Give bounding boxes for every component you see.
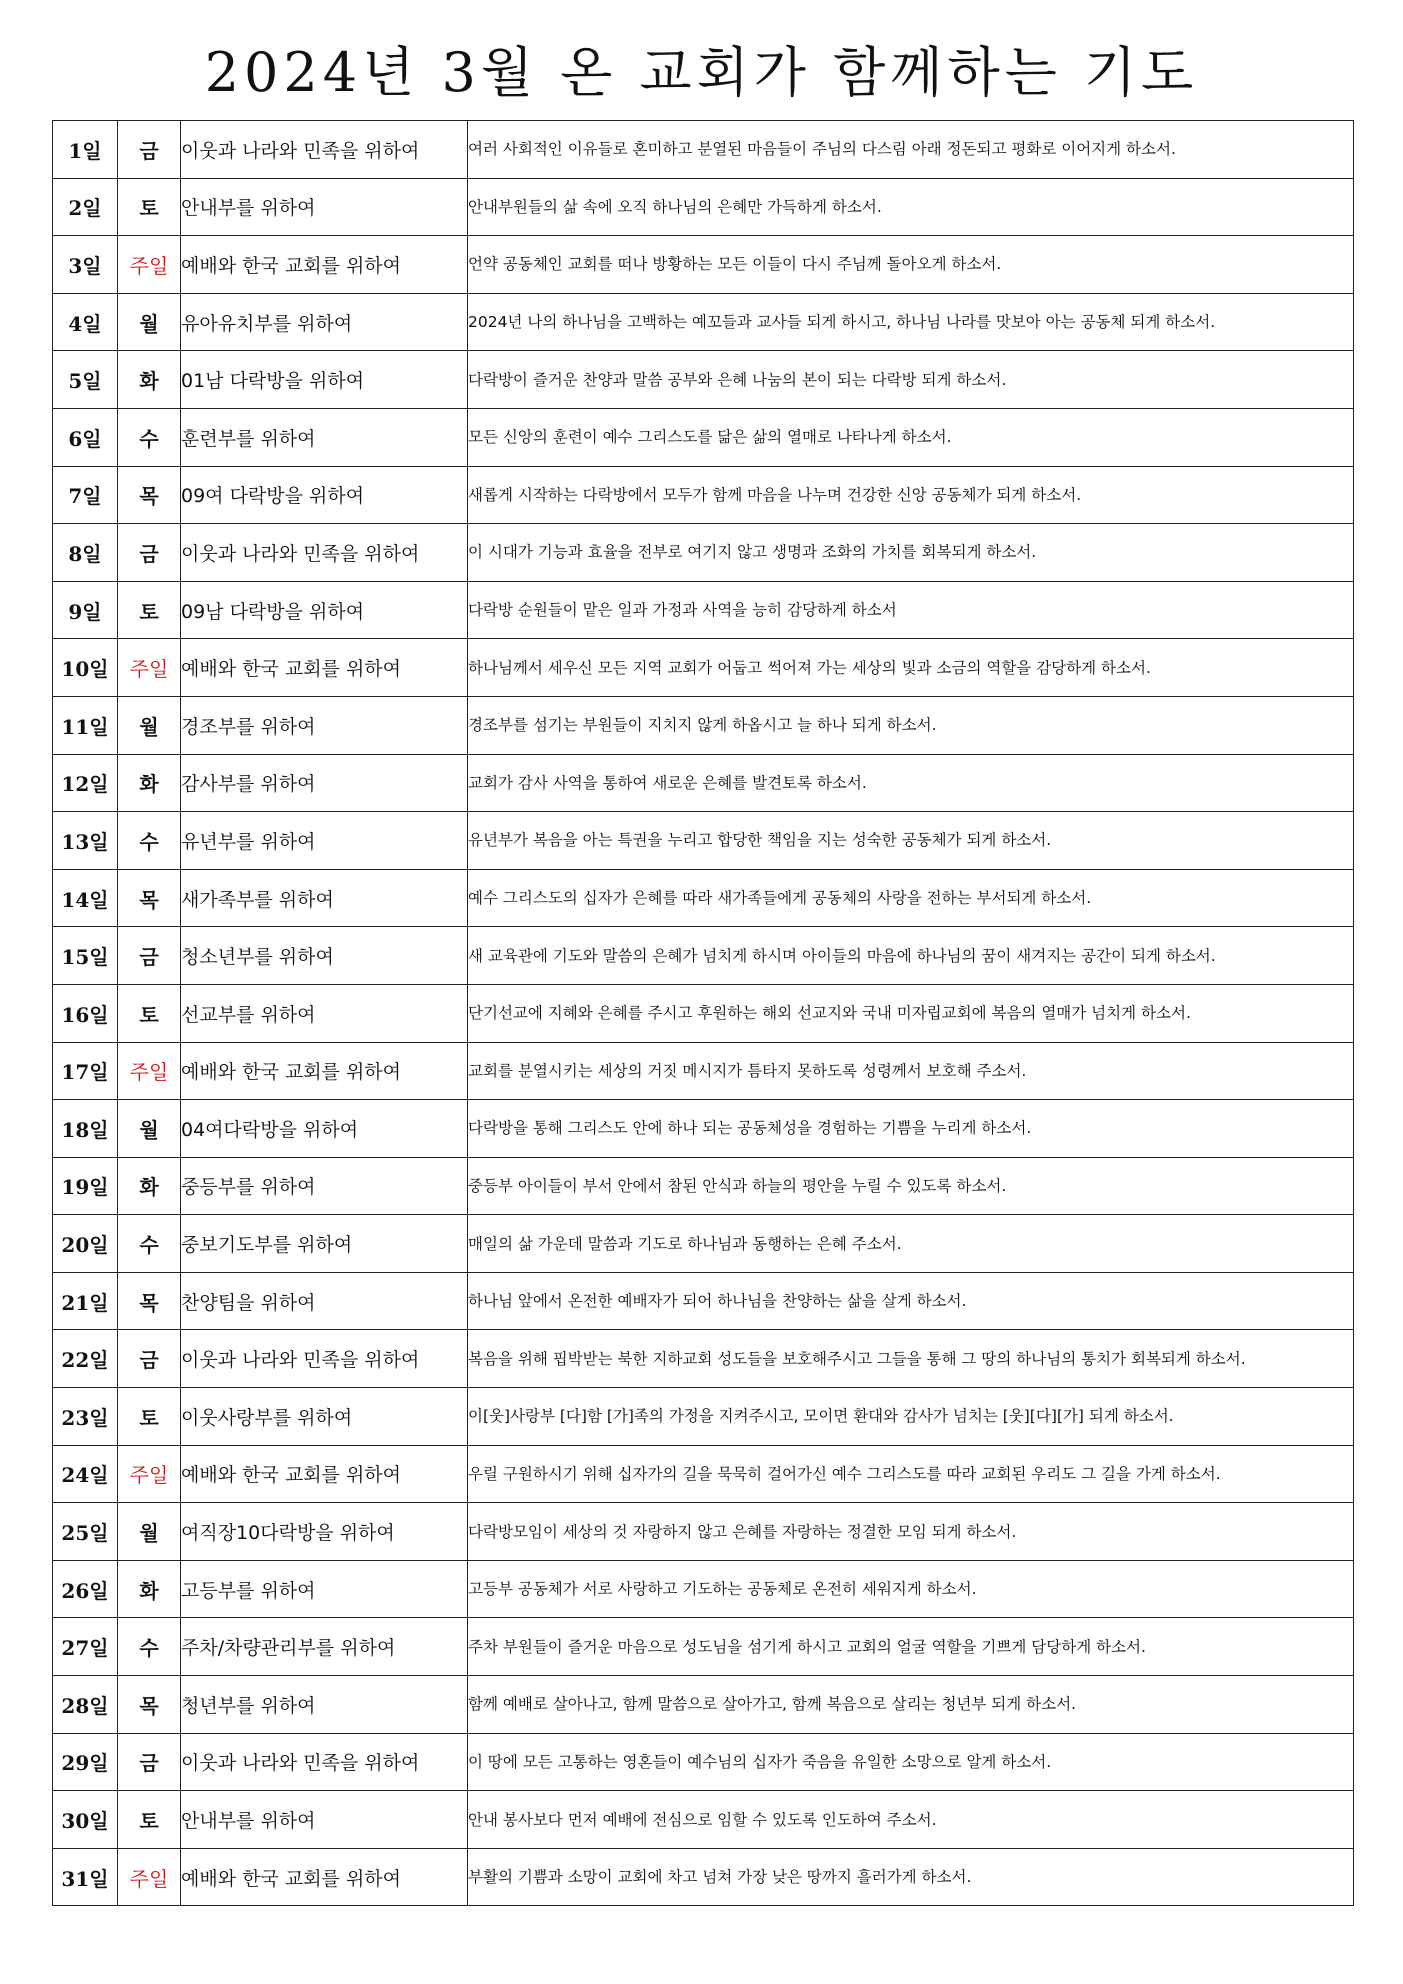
prayer-target-cell: 훈련부를 위하여 [181, 408, 468, 466]
weekday-cell: 금 [118, 121, 181, 179]
weekday-cell: 화 [118, 1157, 181, 1215]
prayer-text-cell: 경조부를 섬기는 부원들이 지치지 않게 하옵시고 늘 하나 되게 하소서. [468, 696, 1354, 754]
table-row [53, 178, 1354, 236]
table-row [53, 1042, 1354, 1100]
prayer-text-cell: 다락방 순원들이 맡은 일과 가정과 사역을 능히 감당하게 하소서 [468, 581, 1354, 639]
weekday-cell: 수 [118, 408, 181, 466]
weekday-cell: 수 [118, 1618, 181, 1676]
date-cell: 23일 [53, 1388, 118, 1446]
prayer-text-cell: 단기선교에 지혜와 은혜를 주시고 후원하는 해외 선교지와 국내 미자립교회에 복음의 열매가 넘치게 하소서. [468, 984, 1354, 1042]
prayer-target-cell: 선교부를 위하여 [181, 984, 468, 1042]
prayer-target-cell: 유년부를 위하여 [181, 812, 468, 870]
weekday-cell: 금 [118, 927, 181, 985]
weekday-cell: 화 [118, 754, 181, 812]
weekday-cell: 주일 [118, 1848, 181, 1906]
prayer-text-cell: 하나님 앞에서 온전한 예배자가 되어 하나님을 찬양하는 삶을 살게 하소서. [468, 1272, 1354, 1330]
prayer-text-cell: 중등부 아이들이 부서 안에서 참된 안식과 하늘의 평안을 누릴 수 있도록 하소서. [468, 1157, 1354, 1215]
prayer-text-cell: 우릴 구원하시기 위해 십자가의 길을 묵묵히 걸어가신 예수 그리스도를 따라 교회된 우리도 그 길을 가게 하소서. [468, 1445, 1354, 1503]
table-row [53, 869, 1354, 927]
date-cell: 1일 [53, 121, 118, 179]
prayer-text-cell: 하나님께서 세우신 모든 지역 교회가 어둡고 썩어져 가는 세상의 빛과 소금의 역할을 감당하게 하소서. [468, 639, 1354, 697]
weekday-cell: 화 [118, 351, 181, 409]
weekday-cell: 토 [118, 581, 181, 639]
table-row [53, 408, 1354, 466]
prayer-target-cell: 이웃과 나라와 민족을 위하여 [181, 1733, 468, 1791]
table-row [53, 1618, 1354, 1676]
table-row [53, 524, 1354, 582]
prayer-target-cell: 새가족부를 위하여 [181, 869, 468, 927]
prayer-target-cell: 안내부를 위하여 [181, 178, 468, 236]
table-row [53, 984, 1354, 1042]
weekday-cell: 수 [118, 1215, 181, 1273]
prayer-text-cell: 여러 사회적인 이유들로 혼미하고 분열된 마음들이 주님의 다스림 아래 정돈되고 평화로 이어지게 하소서. [468, 121, 1354, 179]
prayer-target-cell: 청소년부를 위하여 [181, 927, 468, 985]
date-cell: 24일 [53, 1445, 118, 1503]
weekday-cell: 화 [118, 1560, 181, 1618]
prayer-target-cell: 중등부를 위하여 [181, 1157, 468, 1215]
table-row [53, 1100, 1354, 1158]
date-cell: 3일 [53, 236, 118, 294]
weekday-cell: 금 [118, 1733, 181, 1791]
weekday-cell: 주일 [118, 1445, 181, 1503]
prayer-target-cell: 중보기도부를 위하여 [181, 1215, 468, 1273]
date-cell: 9일 [53, 581, 118, 639]
table-row [53, 754, 1354, 812]
prayer-text-cell: 함께 예배로 살아나고, 함께 말씀으로 살아가고, 함께 복음으로 살리는 청년부 되게 하소서. [468, 1676, 1354, 1734]
date-cell: 15일 [53, 927, 118, 985]
prayer-target-cell: 여직장10다락방을 위하여 [181, 1503, 468, 1561]
prayer-target-cell: 이웃과 나라와 민족을 위하여 [181, 524, 468, 582]
weekday-cell: 월 [118, 696, 181, 754]
date-cell: 17일 [53, 1042, 118, 1100]
prayer-text-cell: 모든 신앙의 훈련이 예수 그리스도를 닮은 삶의 열매로 나타나게 하소서. [468, 408, 1354, 466]
prayer-text-cell: 이[웃]사랑부 [다]함 [가]족의 가정을 지켜주시고, 모이면 환대와 감사가 넘치는 [웃][다][가] 되게 하소서. [468, 1388, 1354, 1446]
weekday-cell: 목 [118, 466, 181, 524]
prayer-text-cell: 안내부원들의 삶 속에 오직 하나님의 은혜만 가득하게 하소서. [468, 178, 1354, 236]
table-row [53, 121, 1354, 179]
weekday-cell: 수 [118, 812, 181, 870]
prayer-target-cell: 고등부를 위하여 [181, 1560, 468, 1618]
table-row [53, 1272, 1354, 1330]
date-cell: 8일 [53, 524, 118, 582]
prayer-text-cell: 새 교육관에 기도와 말씀의 은혜가 넘치게 하시며 아이들의 마음에 하나님의 꿈이 새겨지는 공간이 되게 하소서. [468, 927, 1354, 985]
prayer-target-cell: 안내부를 위하여 [181, 1791, 468, 1849]
table-row [53, 1676, 1354, 1734]
prayer-text-cell: 안내 봉사보다 먼저 예배에 전심으로 임할 수 있도록 인도하여 주소서. [468, 1791, 1354, 1849]
table-row [53, 1848, 1354, 1906]
weekday-cell: 월 [118, 293, 181, 351]
prayer-calendar-body [53, 121, 1354, 1906]
date-cell: 16일 [53, 984, 118, 1042]
prayer-target-cell: 예배와 한국 교회를 위하여 [181, 1848, 468, 1906]
date-cell: 25일 [53, 1503, 118, 1561]
weekday-cell: 주일 [118, 639, 181, 697]
weekday-cell: 토 [118, 1791, 181, 1849]
prayer-text-cell: 이 땅에 모든 고통하는 영혼들이 예수님의 십자가 죽음을 유일한 소망으로 알게 하소서. [468, 1733, 1354, 1791]
date-cell: 11일 [53, 696, 118, 754]
prayer-text-cell: 다락방을 통해 그리스도 안에 하나 되는 공동체성을 경험하는 기쁨을 누리게 하소서. [468, 1100, 1354, 1158]
prayer-text-cell: 유년부가 복음을 아는 특권을 누리고 합당한 책임을 지는 성숙한 공동체가 되게 하소서. [468, 812, 1354, 870]
prayer-text-cell: 복음을 위해 핍박받는 북한 지하교회 성도들을 보호해주시고 그들을 통해 그 땅의 하나님의 통치가 회복되게 하소서. [468, 1330, 1354, 1388]
date-cell: 28일 [53, 1676, 118, 1734]
date-cell: 4일 [53, 293, 118, 351]
table-row [53, 696, 1354, 754]
prayer-calendar-table [52, 120, 1354, 1906]
prayer-target-cell: 예배와 한국 교회를 위하여 [181, 236, 468, 294]
prayer-text-cell: 언약 공동체인 교회를 떠나 방황하는 모든 이들이 다시 주님께 돌아오게 하소서. [468, 236, 1354, 294]
table-row [53, 1388, 1354, 1446]
table-row [53, 1215, 1354, 1273]
prayer-text-cell: 교회가 감사 사역을 통하여 새로운 은혜를 발견토록 하소서. [468, 754, 1354, 812]
date-cell: 20일 [53, 1215, 118, 1273]
weekday-cell: 토 [118, 1388, 181, 1446]
table-row [53, 1445, 1354, 1503]
date-cell: 6일 [53, 408, 118, 466]
date-cell: 21일 [53, 1272, 118, 1330]
table-row [53, 927, 1354, 985]
prayer-text-cell: 부활의 기쁨과 소망이 교회에 차고 넘쳐 가장 낮은 땅까지 흘러가게 하소서. [468, 1848, 1354, 1906]
date-cell: 2일 [53, 178, 118, 236]
weekday-cell: 주일 [118, 1042, 181, 1100]
prayer-text-cell: 새롭게 시작하는 다락방에서 모두가 함께 마음을 나누며 건강한 신앙 공동체가 되게 하소서. [468, 466, 1354, 524]
date-cell: 10일 [53, 639, 118, 697]
prayer-text-cell: 고등부 공동체가 서로 사랑하고 기도하는 공동체로 온전히 세워지게 하소서. [468, 1560, 1354, 1618]
prayer-target-cell: 청년부를 위하여 [181, 1676, 468, 1734]
weekday-cell: 월 [118, 1503, 181, 1561]
date-cell: 27일 [53, 1618, 118, 1676]
prayer-target-cell: 찬양팀을 위하여 [181, 1272, 468, 1330]
prayer-target-cell: 04여다락방을 위하여 [181, 1100, 468, 1158]
date-cell: 12일 [53, 754, 118, 812]
page-title: 2024년 3월 온 교회가 함께하는 기도 [204, 41, 1199, 104]
table-row [53, 1791, 1354, 1849]
prayer-target-cell: 감사부를 위하여 [181, 754, 468, 812]
date-cell: 29일 [53, 1733, 118, 1791]
weekday-cell: 목 [118, 1676, 181, 1734]
table-row [53, 1560, 1354, 1618]
table-row [53, 812, 1354, 870]
date-cell: 14일 [53, 869, 118, 927]
prayer-text-cell: 주차 부원들이 즐거운 마음으로 성도님을 섬기게 하시고 교회의 얼굴 역할을 기쁘게 담당하게 하소서. [468, 1618, 1354, 1676]
date-cell: 18일 [53, 1100, 118, 1158]
date-cell: 30일 [53, 1791, 118, 1849]
prayer-target-cell: 이웃사랑부를 위하여 [181, 1388, 468, 1446]
prayer-target-cell: 이웃과 나라와 민족을 위하여 [181, 121, 468, 179]
prayer-text-cell: 이 시대가 기능과 효율을 전부로 여기지 않고 생명과 조화의 가치를 회복되게 하소서. [468, 524, 1354, 582]
table-row [53, 466, 1354, 524]
table-row [53, 1330, 1354, 1388]
table-row [53, 293, 1354, 351]
table-row [53, 351, 1354, 409]
prayer-target-cell: 예배와 한국 교회를 위하여 [181, 1042, 468, 1100]
prayer-text-cell: 다락방모임이 세상의 것 자랑하지 않고 은혜를 자랑하는 정결한 모임 되게 하소서. [468, 1503, 1354, 1561]
table-row [53, 639, 1354, 697]
weekday-cell: 토 [118, 984, 181, 1042]
prayer-target-cell: 09여 다락방을 위하여 [181, 466, 468, 524]
table-row [53, 236, 1354, 294]
prayer-text-cell: 매일의 삶 가운데 말씀과 기도로 하나님과 동행하는 은혜 주소서. [468, 1215, 1354, 1273]
date-cell: 22일 [53, 1330, 118, 1388]
table-row [53, 1733, 1354, 1791]
prayer-target-cell: 09남 다락방을 위하여 [181, 581, 468, 639]
prayer-target-cell: 이웃과 나라와 민족을 위하여 [181, 1330, 468, 1388]
prayer-text-cell: 예수 그리스도의 십자가 은혜를 따라 새가족들에게 공동체의 사랑을 전하는 부서되게 하소서. [468, 869, 1354, 927]
prayer-text-cell: 교회를 분열시키는 세상의 거짓 메시지가 틈타지 못하도록 성령께서 보호해 주소서. [468, 1042, 1354, 1100]
prayer-text-cell: 다락방이 즐거운 찬양과 말씀 공부와 은혜 나눔의 본이 되는 다락방 되게 하소서. [468, 351, 1354, 409]
weekday-cell: 월 [118, 1100, 181, 1158]
weekday-cell: 주일 [118, 236, 181, 294]
weekday-cell: 금 [118, 1330, 181, 1388]
weekday-cell: 토 [118, 178, 181, 236]
prayer-target-cell: 예배와 한국 교회를 위하여 [181, 1445, 468, 1503]
date-cell: 5일 [53, 351, 118, 409]
date-cell: 19일 [53, 1157, 118, 1215]
prayer-target-cell: 경조부를 위하여 [181, 696, 468, 754]
weekday-cell: 목 [118, 869, 181, 927]
table-row [53, 1157, 1354, 1215]
prayer-text-cell: 2024년 나의 하나님을 고백하는 예꼬들과 교사들 되게 하시고, 하나님 나라를 맛보아 아는 공동체 되게 하소서. [468, 293, 1354, 351]
date-cell: 13일 [53, 812, 118, 870]
prayer-target-cell: 유아유치부를 위하여 [181, 293, 468, 351]
date-cell: 26일 [53, 1560, 118, 1618]
prayer-target-cell: 주차/차량관리부를 위하여 [181, 1618, 468, 1676]
table-row [53, 1503, 1354, 1561]
prayer-target-cell: 예배와 한국 교회를 위하여 [181, 639, 468, 697]
table-row [53, 581, 1354, 639]
date-cell: 7일 [53, 466, 118, 524]
weekday-cell: 금 [118, 524, 181, 582]
prayer-target-cell: 01남 다락방을 위하여 [181, 351, 468, 409]
weekday-cell: 목 [118, 1272, 181, 1330]
date-cell: 31일 [53, 1848, 118, 1906]
